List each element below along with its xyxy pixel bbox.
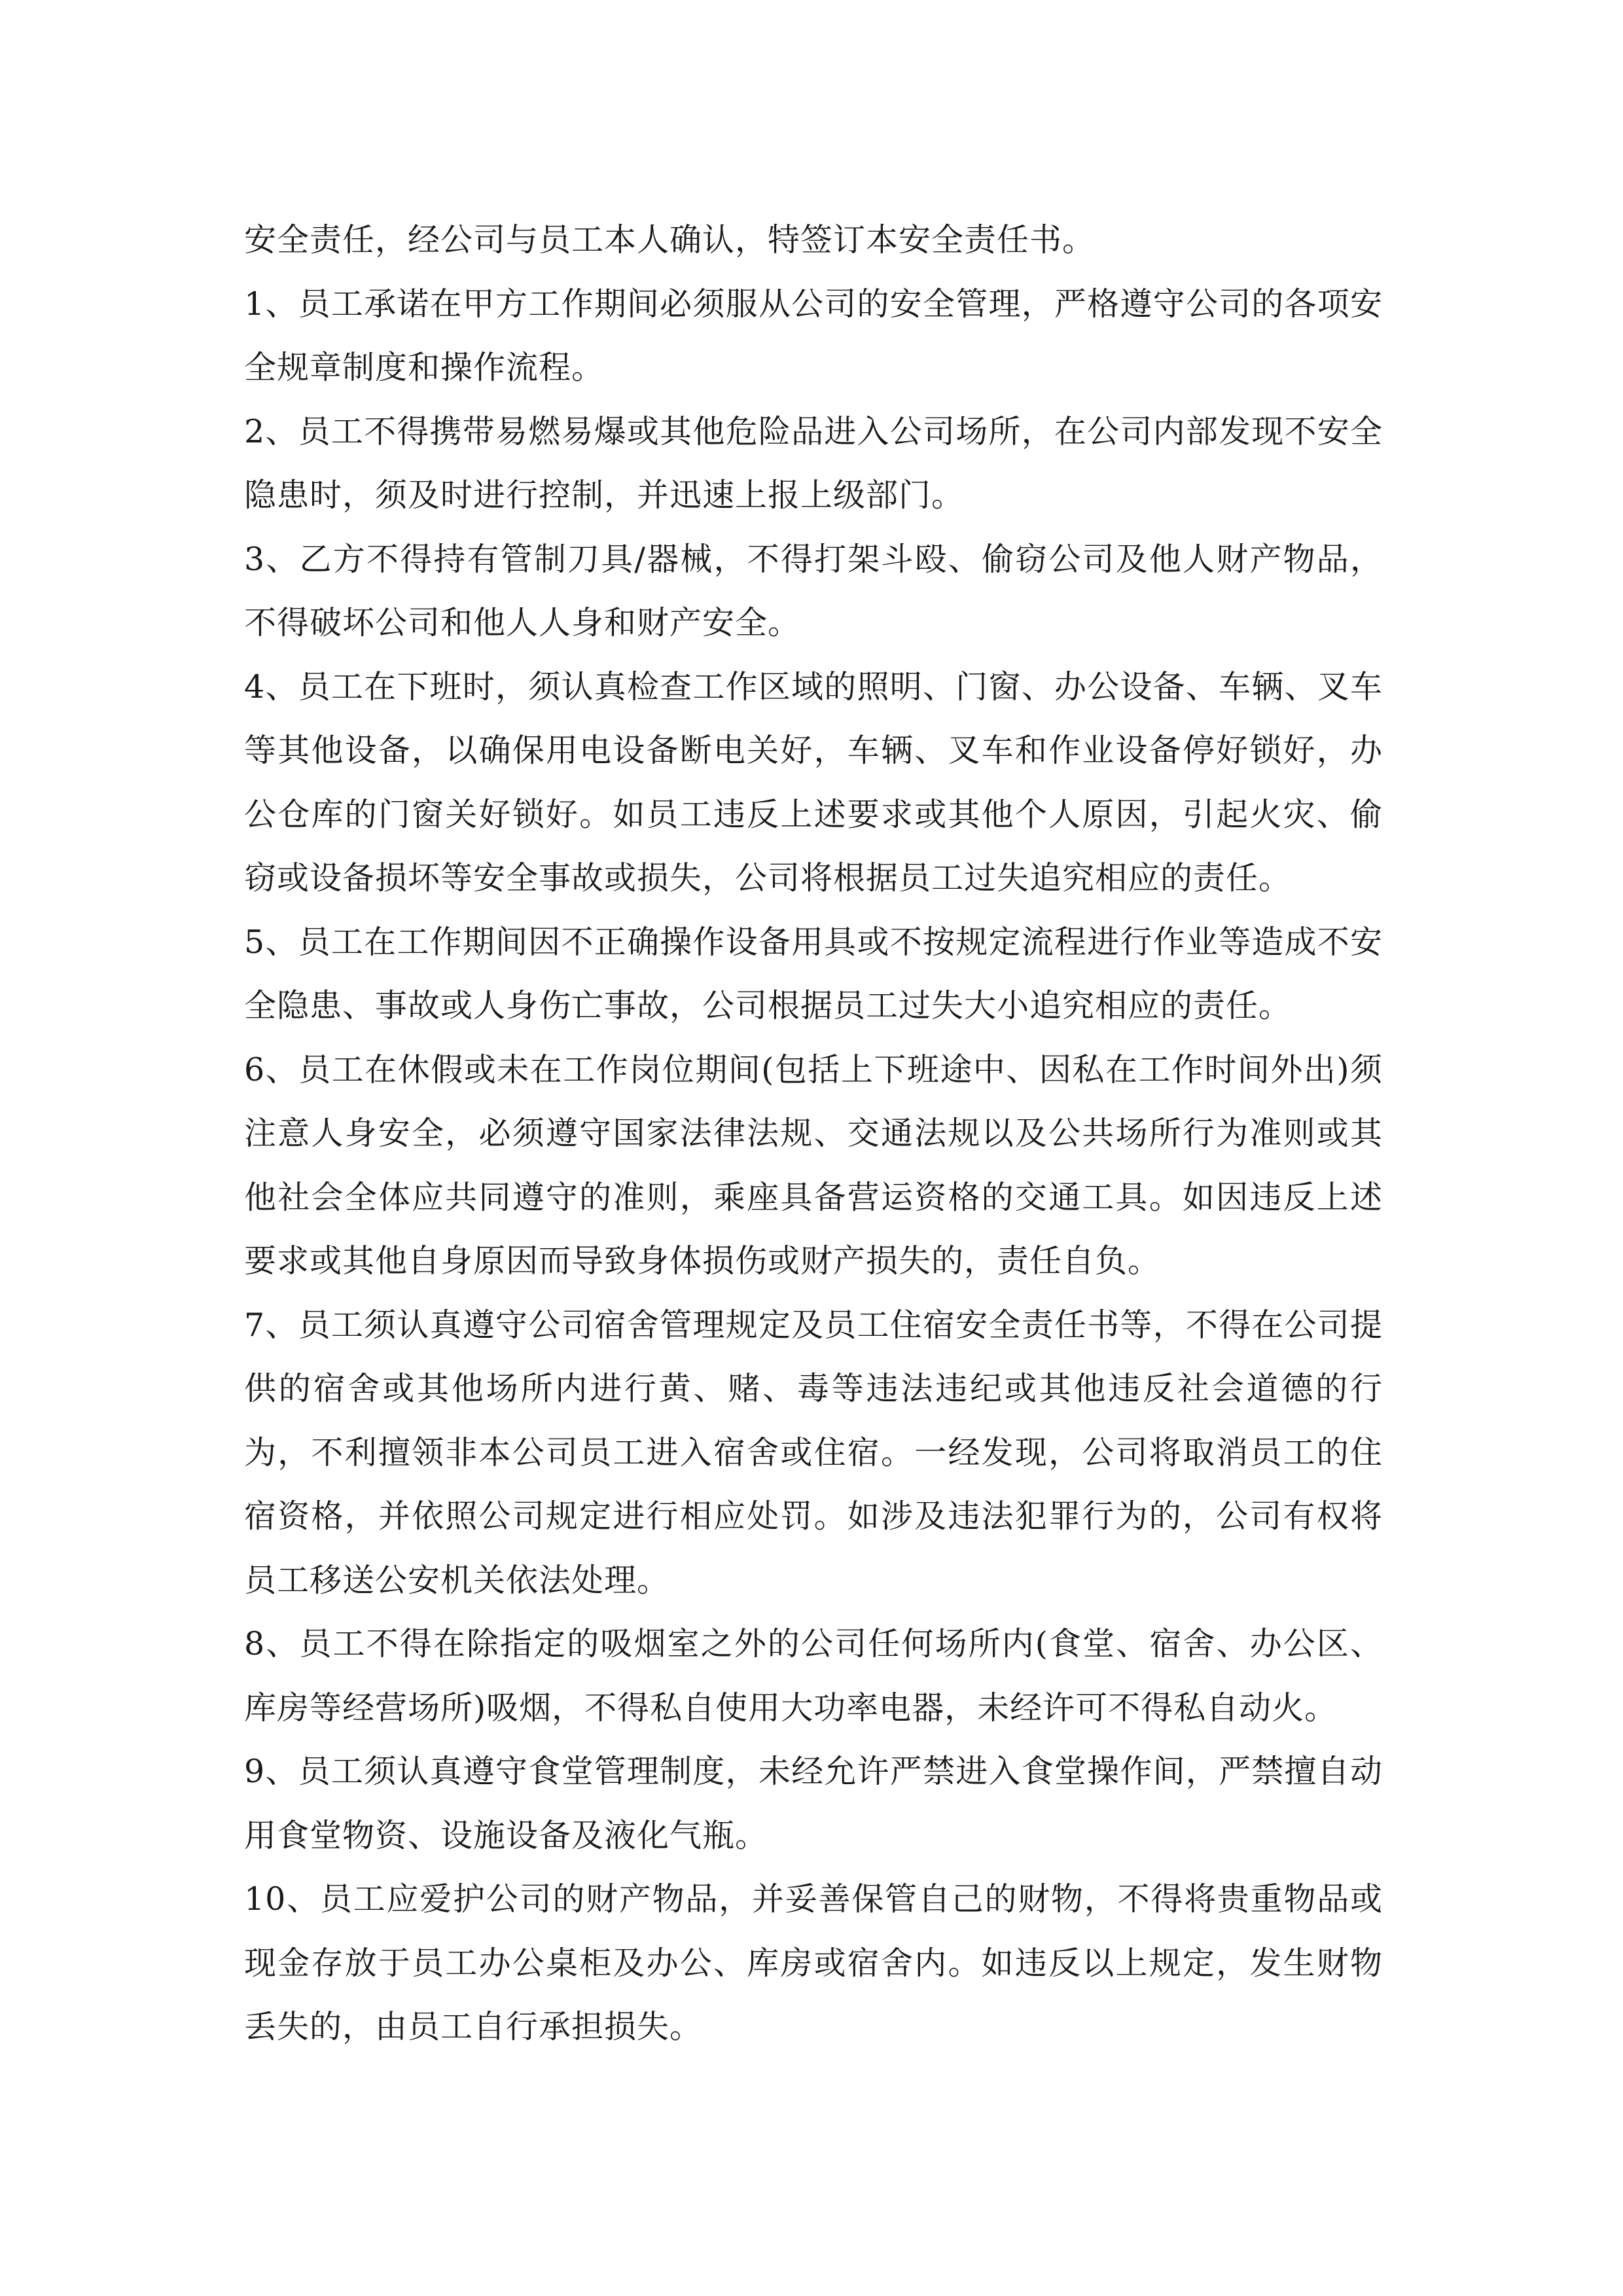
document-page (244, 208, 1383, 2059)
clause-7: 7、员工须认真遵守公司宿舍管理规定及员工住宿安全责任书等，不得在公司提供的宿舍或其他场所内进行黄、赌、毒等违法违纪或其他违反社会道德的行为，不利擅领非本公司员工进入宿舍或住宿。一经发现，公司将取消员工的住宿资格，并依照公司规定进行相应处罚。如涉及违法犯罪行为的，公司有权将员工移送公安机关依法处理。 (244, 1306, 1383, 1599)
clause-2: 2、员工不得携带易燃易爆或其他危险品进入公司场所，在公司内部发现不安全隐患时，须及时进行控制，并迅速上报上级部门。 (244, 412, 1383, 514)
clause-6: 6、员工在休假或未在工作岗位期间(包括上下班途中、因私在工作时间外出)须注意人身安全，必须遵守国家法律法规、交通法规以及公共场所行为准则或其他社会全体应共同遵守的准则，乘座具备营运资格的交通工具。如因违反上述要求或其他自身原因而导致身体损伤或财产损失的，责任自负。 (244, 1050, 1383, 1280)
clause-4: 4、员工在下班时，须认真检查工作区域的照明、门窗、办公设备、车辆、叉车等其他设备，以确保用电设备断电关好，车辆、叉车和作业设备停好锁好，办公仓库的门窗关好锁好。如员工违反上述要求或其他个人原因，引起火灾、偷窃或设备损坏等安全事故或损失，公司将根据员工过失追究相应的责任。 (244, 668, 1383, 897)
clause-5: 5、员工在工作期间因不正确操作设备用具或不按规定流程进行作业等造成不安全隐患、事故或人身伤亡事故，公司根据员工过失大小追究相应的责任。 (244, 923, 1383, 1024)
clause-9: 9、员工须认真遵守食堂管理制度，未经允许严禁进入食堂操作间，严禁擅自动用食堂物资、设施设备及液化气瓶。 (244, 1753, 1383, 1854)
clause-10: 10、员工应爱护公司的财产物品，并妥善保管自己的财物，不得将贵重物品或现金存放于员工办公桌柜及办公、库房或宿舍内。如违反以上规定，发生财物丢失的，由员工自行承担损失。 (244, 1880, 1383, 2045)
clause-1: 1、员工承诺在甲方工作期间必须服从公司的安全管理，严格遵守公司的各项安全规章制度和操作流程。 (244, 285, 1383, 386)
clause-3: 3、乙方不得持有管制刀具/器械，不得打架斗殴、偷窃公司及他人财产物品，不得破坏公司和他人人身和财产安全。 (244, 540, 1383, 641)
intro-paragraph: 安全责任，经公司与员工本人确认，特签订本安全责任书。 (244, 221, 1096, 259)
clause-8: 8、员工不得在除指定的吸烟室之外的公司任何场所内(食堂、宿舍、办公区、库房等经营场所)吸烟，不得私自使用大功率电器，未经许可不得私自动火。 (244, 1625, 1383, 1727)
